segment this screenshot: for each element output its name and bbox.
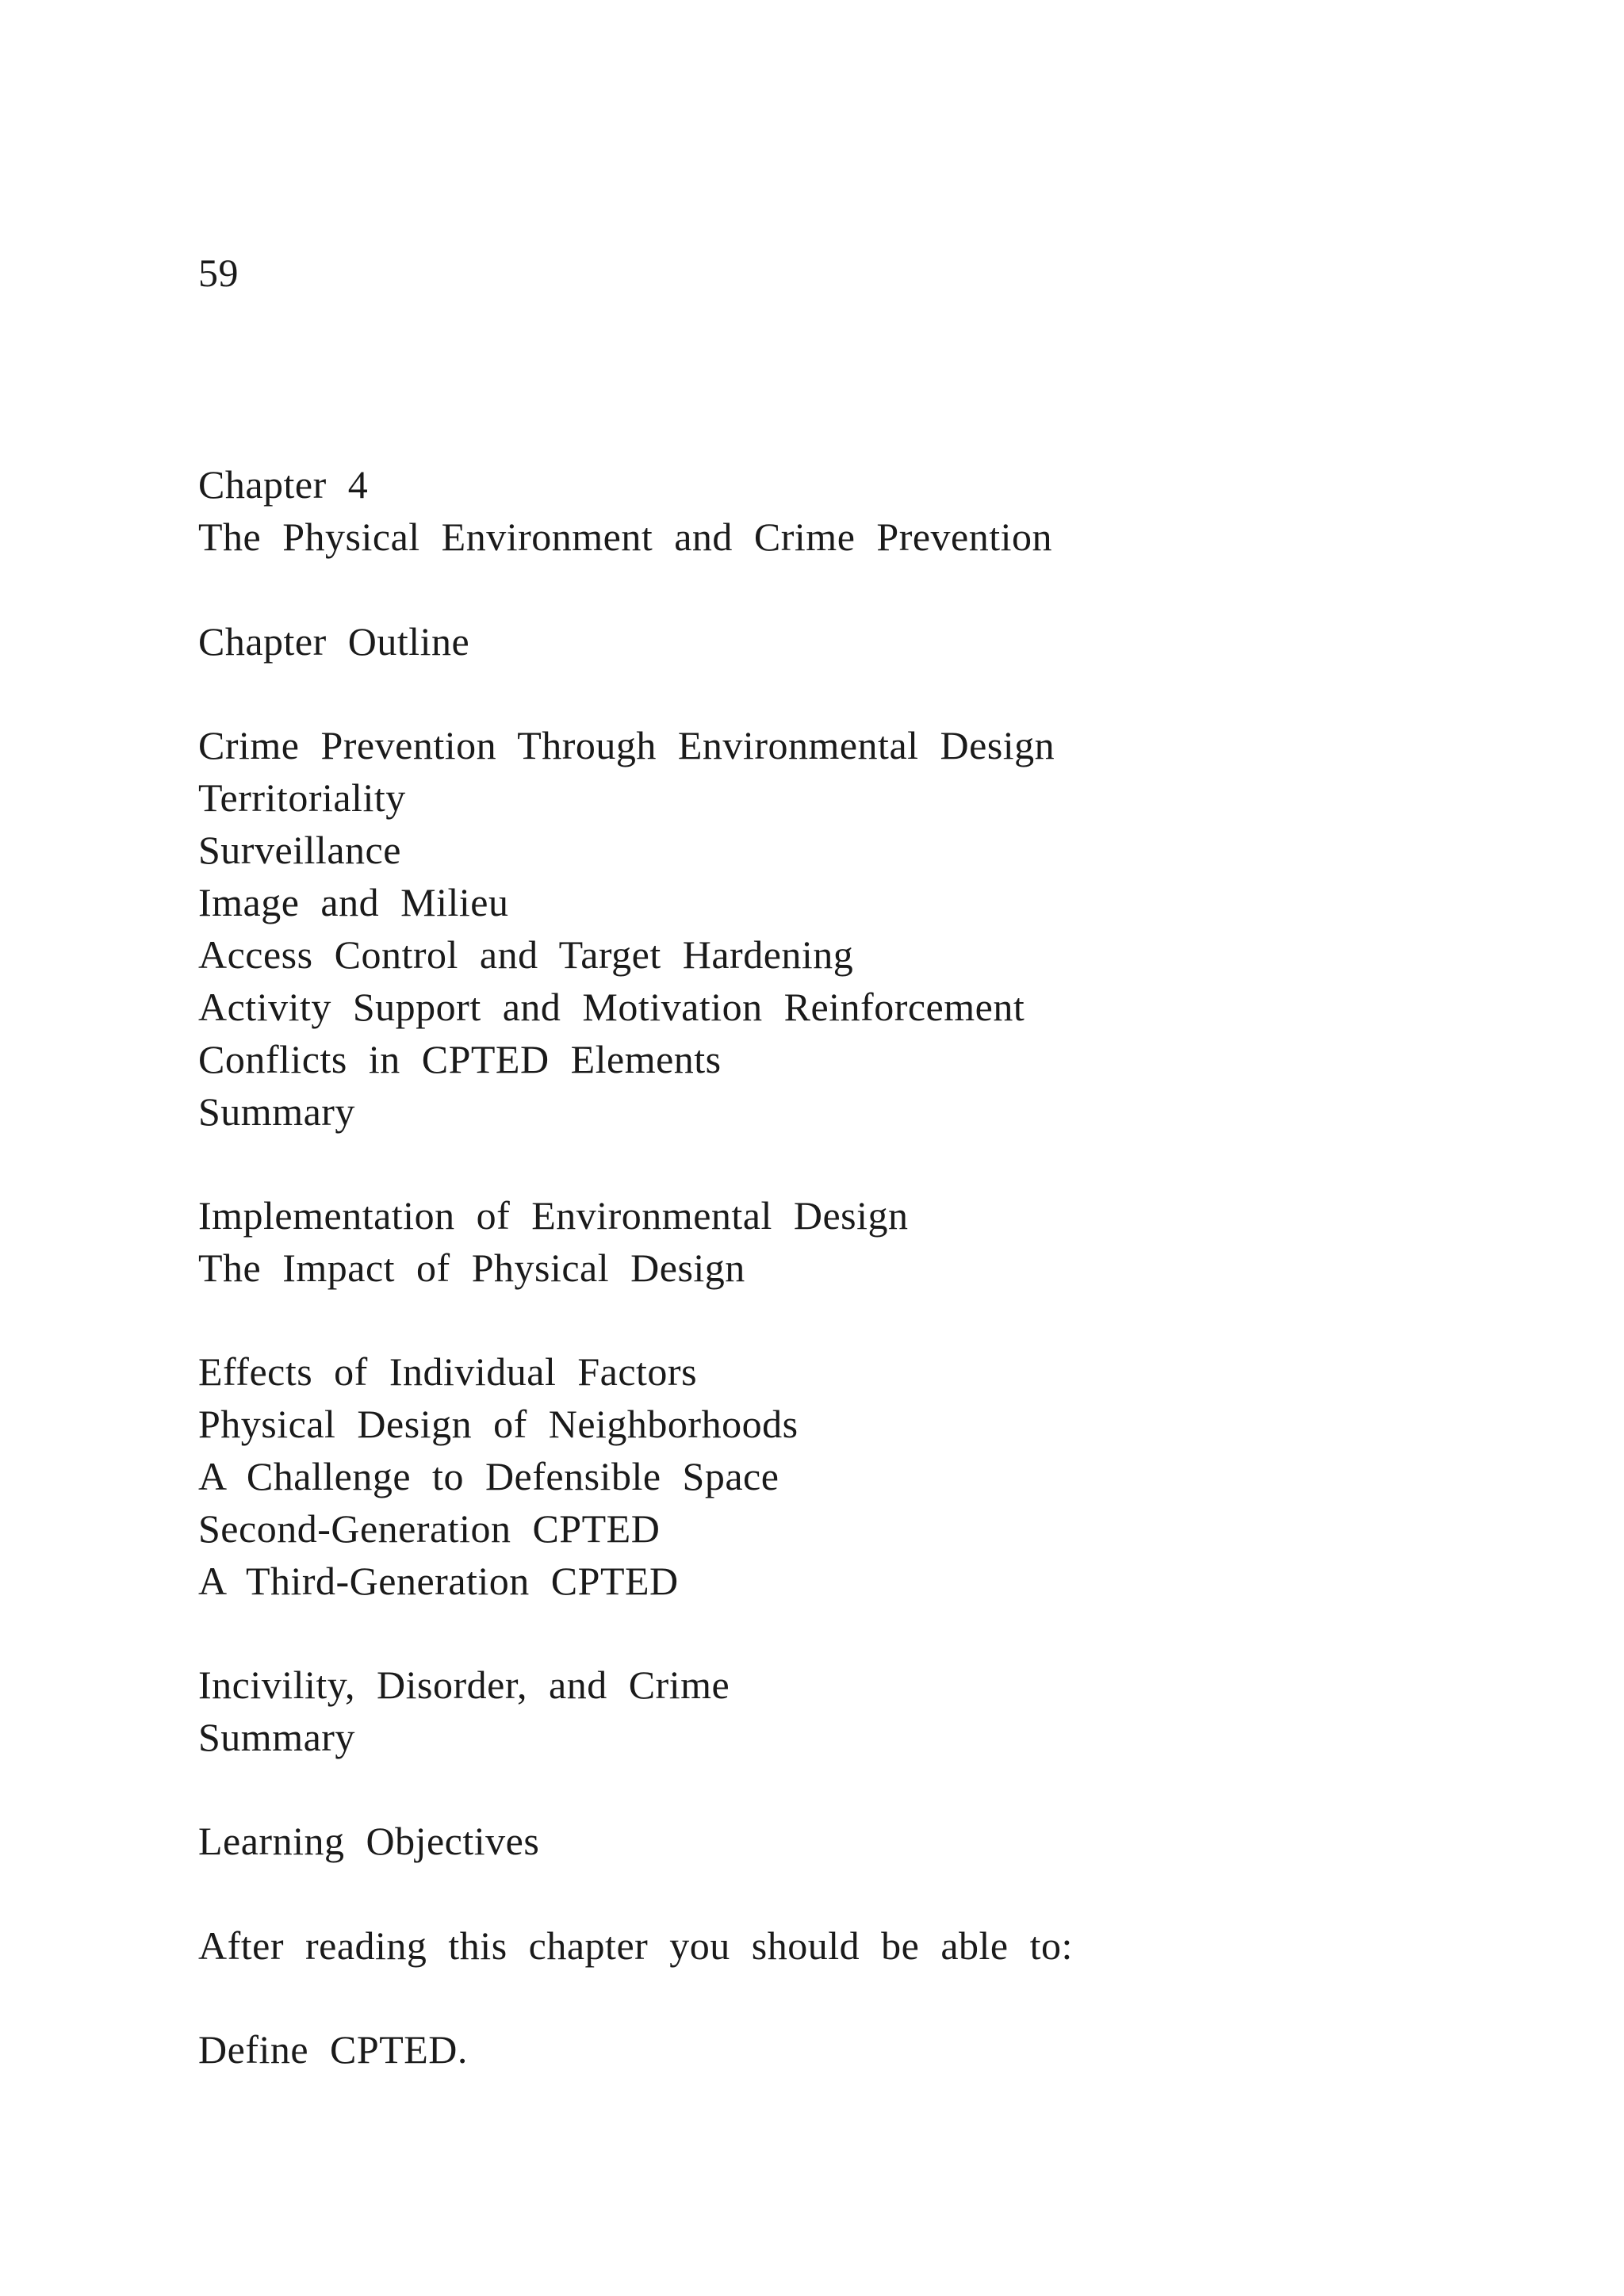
chapter-title: The Physical Environment and Crime Prevention bbox=[198, 515, 1053, 559]
outline-item: A Third-Generation CPTED bbox=[198, 1559, 679, 1603]
outline-item: A Challenge to Defensible Space bbox=[198, 1454, 779, 1498]
objectives-intro: After reading this chapter you should be able to: bbox=[198, 1923, 1073, 1968]
outline-item: Second-Generation CPTED bbox=[198, 1506, 661, 1551]
outline-item: Activity Support and Motivation Reinforcement bbox=[198, 985, 1025, 1029]
outline-item: Summary bbox=[198, 1089, 355, 1134]
document-page bbox=[198, 0, 1578, 2296]
outline-item: Access Control and Target Hardening bbox=[198, 932, 854, 977]
outline-item: Incivility, Disorder, and Crime bbox=[198, 1663, 730, 1707]
outline-item: Physical Design of Neighborhoods bbox=[198, 1402, 799, 1446]
objective-item: Define CPTED. bbox=[198, 2027, 468, 2072]
outline-item: Implementation of Environmental Design bbox=[198, 1193, 909, 1238]
outline-section-title: Crime Prevention Through Environmental Design bbox=[198, 723, 1055, 767]
outline-item: Image and Milieu bbox=[198, 880, 509, 924]
outline-heading: Chapter Outline bbox=[198, 619, 470, 664]
outline-item: Effects of Individual Factors bbox=[198, 1349, 698, 1394]
outline-item: Summary bbox=[198, 1715, 355, 1759]
page-number: 59 bbox=[198, 251, 239, 295]
outline-item: Territoriality bbox=[198, 775, 406, 820]
outline-item: Conflicts in CPTED Elements bbox=[198, 1037, 722, 1081]
chapter-label: Chapter 4 bbox=[198, 462, 369, 507]
objectives-heading: Learning Objectives bbox=[198, 1819, 540, 1863]
outline-item: Surveillance bbox=[198, 828, 401, 872]
outline-item: The Impact of Physical Design bbox=[198, 1246, 745, 1290]
